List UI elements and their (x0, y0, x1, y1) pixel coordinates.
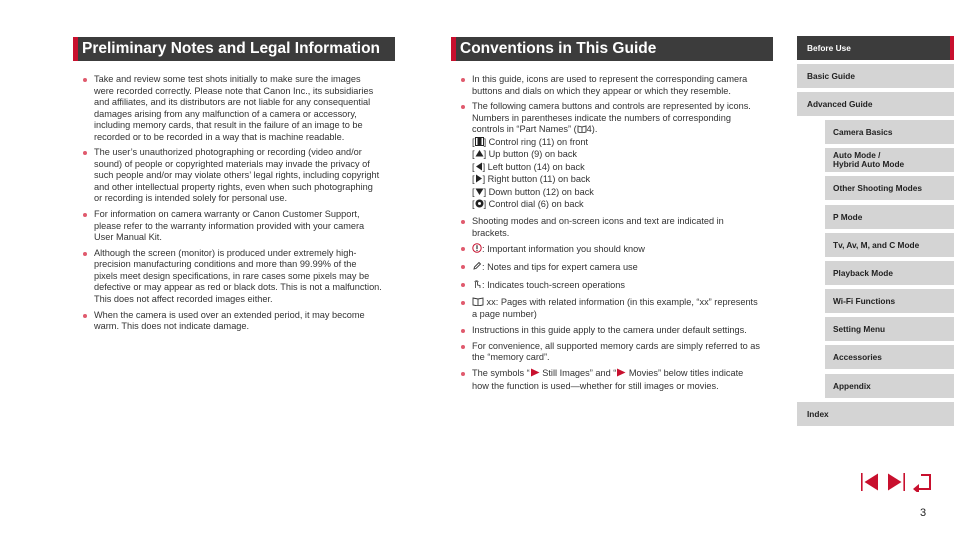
list-item: Although the screen (monitor) is produced under extremely high- precision manufacturing conditions and more than 99.99% of the pixels meet design specifications, in rare cases some pixels may be defective or may appear as red or black dots. This is not a malfunction. This does not affect recorded images either. (80, 248, 398, 306)
nav-accessories[interactable]: Accessories (825, 345, 954, 369)
nav-other-shooting-modes[interactable]: Other Shooting Modes (825, 176, 954, 200)
nav-before-use[interactable]: Before Use (797, 36, 954, 60)
book-icon (577, 125, 587, 137)
legal-notes-list (80, 74, 398, 337)
nav-auto-mode[interactable]: Auto Mode / Hybrid Auto Mode (825, 148, 954, 172)
list-item: The user’s unauthorized photographing or recording (video and/or sound) of people or copyrighted materials may invade the privacy of such people and/or may violate others’ legal rights, including copyright and other intellectual property rights, even when such photographing or recording is intended solely for personal use. (80, 147, 398, 205)
down-button-icon (475, 187, 484, 200)
pencil-icon (472, 261, 482, 275)
movies-icon (616, 368, 626, 381)
list-item: Shooting modes and on-screen icons and text are indicated in brackets. (458, 216, 776, 239)
left-button-icon (475, 162, 483, 175)
list-item: In this guide, icons are used to represent the corresponding camera buttons and dials on which they appear or which they resemble. (458, 74, 776, 97)
list-item: The symbols “ Still Images” and “ Movies” below titles indicate how the function is used—whether for still images or movies. (458, 368, 776, 392)
list-item: : Important information you should know (458, 243, 776, 257)
nav-index[interactable]: Index (797, 402, 954, 426)
nav-camera-basics[interactable]: Camera Basics (825, 120, 954, 144)
conventions-list (458, 74, 776, 396)
up-button-icon (475, 149, 484, 162)
nav-advanced-guide[interactable]: Advanced Guide (797, 92, 954, 116)
list-item: The following camera buttons and controls are represented by icons. Numbers in parentheses indicate the numbers of corresponding controls in “Part Names” ( 4). [ ] Control ring (11) on front [ ] Up button (9) on back [ ] Left button (14) on back [ ] Right button (11) on back [ ] Down button (12) on back [ ] Control dial (6) on back (458, 101, 776, 212)
still-images-icon (530, 368, 540, 381)
list-item: Instructions in this guide apply to the camera under default settings. (458, 325, 776, 337)
nav-p-mode[interactable]: P Mode (825, 205, 954, 229)
list-item: : Indicates touch-screen operations (458, 279, 776, 293)
nav-tv-av-m-c-mode[interactable]: Tv, Av, M, and C Mode (825, 233, 954, 257)
section-title-conventions: Conventions in This Guide (451, 37, 773, 61)
book-icon (472, 297, 484, 310)
list-item: For information on camera warranty or Canon Customer Support, please refer to the warranty information provided with your camera User Manual Kit. (80, 209, 398, 244)
nav-wifi-functions[interactable]: Wi-Fi Functions (825, 289, 954, 313)
nav-playback-mode[interactable]: Playback Mode (825, 261, 954, 285)
control-dial-icon (475, 199, 484, 212)
nav-basic-guide[interactable]: Basic Guide (797, 64, 954, 88)
list-item: : Notes and tips for expert camera use (458, 261, 776, 275)
list-item: Take and review some test shots initially to make sure the images were recorded correctly. Please note that Canon Inc., its subsidiaries and affiliates, and its distributors are not liable for any consequential damages arising from any malfunction of a camera or accessory, including memory cards, that result in the failure of an image to be recorded or to be recorded in a way that is machine readable. (80, 74, 398, 143)
nav-appendix[interactable]: Appendix (825, 374, 954, 398)
right-button-icon (475, 174, 483, 187)
return-icon[interactable] (912, 472, 934, 492)
list-item: For convenience, all supported memory cards are simply referred to as the “memory card”. (458, 341, 776, 364)
section-title-legal: Preliminary Notes and Legal Information (73, 37, 395, 61)
page-number: 3 (920, 507, 927, 519)
important-icon (472, 243, 482, 257)
list-item: When the camera is used over an extended period, it may become warm. This does not indicate damage. (80, 310, 398, 333)
next-page-icon[interactable] (886, 472, 906, 492)
prev-page-icon[interactable] (860, 472, 880, 492)
touch-icon (472, 279, 482, 293)
list-item: xx: Pages with related information (in this example, “xx” represents a page number) (458, 297, 776, 321)
nav-setting-menu[interactable]: Setting Menu (825, 317, 954, 341)
control-ring-icon (475, 137, 484, 150)
